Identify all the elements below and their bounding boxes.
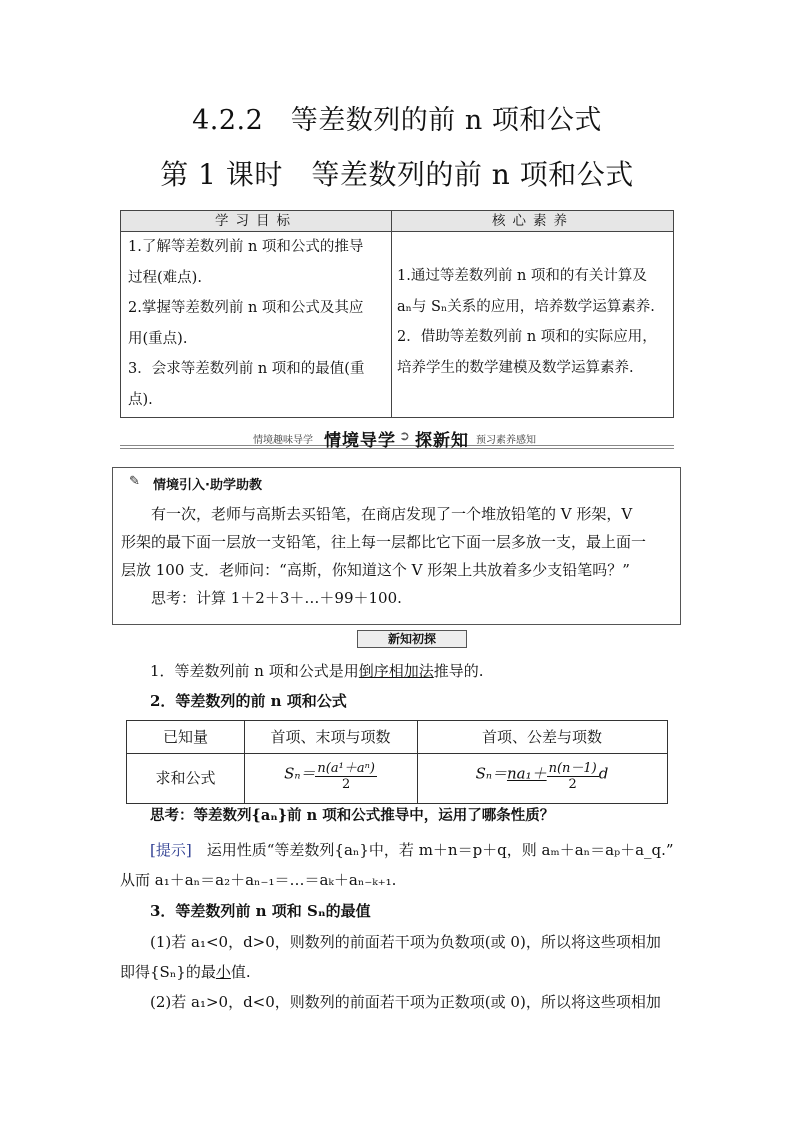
case-2-line-1: (2)若 a₁>0，d<0，则数列的前面若干项为正数项(或 0)，所以将这些项相加 — [150, 993, 661, 1011]
item-1-suffix: 推导的. — [433, 662, 484, 680]
banner-left-caption: 情境趣味导学 — [253, 435, 313, 446]
case-1-line-1: (1)若 a₁<0，d>0，则数列的前面若干项为负数项(或 0)，所以将这些项相加 — [150, 933, 661, 951]
thinking-question: 思考：等差数列{aₙ}前 n 项和公式推导中，运用了哪条性质？ — [150, 807, 555, 824]
goal-line: 1.了解等差数列前 n 项和公式的推导 — [128, 239, 364, 255]
literacy-line: 培养学生的数学建模及数学运算素养. — [397, 359, 634, 376]
item-2: 2．等差数列的前 n 项和公式 — [150, 692, 347, 710]
row-label-sum-formula: 求和公式 — [155, 769, 216, 787]
goal-line: 过程(难点). — [128, 269, 202, 286]
table-divider — [391, 211, 392, 417]
literacy-line: aₙ与 Sₙ关系的应用，培养数学运算素养. — [397, 298, 655, 315]
goal-line: 2.掌握等差数列前 n 项和公式及其应 — [128, 300, 364, 316]
sum-formula-1 — [244, 757, 417, 792]
fraction-numerator: n(a¹＋aⁿ) — [315, 757, 377, 777]
chevron-right-icon: ➲ — [399, 429, 410, 444]
case-1-suffix: 值. — [230, 963, 251, 981]
header-learning-goals: 学习目标 — [215, 213, 297, 229]
case-1-line-2 — [120, 962, 251, 982]
core-literacy-list — [397, 261, 671, 383]
intro-line: 有一次，老师与高斯去买铅笔，在商店发现了一个堆放铅笔的 V 形架，V — [151, 505, 633, 523]
intro-paragraph — [121, 500, 672, 612]
banner-rule — [120, 448, 674, 449]
learning-goals-list — [128, 232, 390, 415]
header-known: 已知量 — [162, 728, 208, 746]
header-first-last-count: 首项、末项与项数 — [270, 728, 391, 746]
case-1-prefix: 即得{Sₙ}的最 — [120, 963, 216, 981]
goals-table — [120, 210, 674, 418]
table-row-divider — [127, 753, 667, 754]
sum-formula-2 — [417, 757, 667, 792]
intro-line: 层放 100 支．老师问：“高斯，你知道这个 V 形架上共放着多少支铅笔吗？” — [121, 561, 630, 579]
intro-label: 情境引入·助学助教 — [153, 478, 262, 493]
section-banner — [120, 426, 674, 450]
intro-box — [112, 467, 681, 625]
item-1-prefix: 1．等差数列前 n 项和公式是用 — [150, 662, 359, 680]
hint-line-2: 从而 a₁＋aₙ＝a₂＋aₙ₋₁＝…＝aₖ＋aₙ₋ₖ₊₁. — [120, 871, 397, 889]
goal-line: 3．会求等差数列前 n 项和的最值(重 — [128, 361, 365, 377]
formula-lhs: Sₙ＝ — [475, 764, 507, 783]
case-1-answer: 小 — [215, 963, 231, 981]
banner-right-caption: 预习素养感知 — [476, 435, 536, 446]
fraction-denominator: 2 — [342, 777, 351, 792]
hint-tag: [提示] — [150, 841, 192, 859]
formula-lhs: Sₙ＝ — [284, 764, 316, 783]
intro-line: 形架的最下面一层放一支铅笔，往上每一层都比它下面一层多放一支，最上面一 — [121, 533, 647, 551]
literacy-line: 1.通过等差数列前 n 项和的有关计算及 — [397, 268, 647, 284]
formula-term: na₁＋ — [506, 764, 547, 783]
section-tag: 新知初探 — [357, 630, 467, 648]
fraction-denominator: 2 — [568, 777, 577, 792]
intro-thinking: 思考：计算 1＋2＋3＋…＋99＋100. — [151, 589, 402, 607]
formula-tail: d — [598, 764, 609, 783]
fraction — [547, 757, 599, 792]
banner-title-right: 探新知 — [415, 431, 469, 451]
header-first-diff-count: 首项、公差与项数 — [481, 728, 602, 746]
goal-line: 点). — [128, 391, 153, 408]
header-core-literacy: 核心素养 — [492, 213, 574, 229]
item-3: 3．等差数列前 n 项和 Sₙ的最值 — [150, 902, 371, 920]
goal-line: 用(重点). — [128, 330, 188, 347]
fraction — [315, 757, 377, 792]
formula-table — [126, 720, 668, 804]
banner-title-left: 情境导学 — [324, 431, 396, 451]
item-1 — [150, 661, 484, 681]
hint-text: 运用性质“等差数列{aₙ}中，若 m＋n＝p＋q，则 aₘ＋aₙ＝aₚ＋a_q.” — [206, 841, 674, 859]
section-title: 4.2.2 等差数列的前 n 项和公式 — [192, 105, 602, 136]
pencil-icon: ✎ — [129, 474, 140, 489]
lesson-title: 第 1 课时 等差数列的前 n 项和公式 — [160, 158, 634, 191]
fraction-numerator: n(n－1) — [547, 757, 599, 777]
literacy-line: 2．借助等差数列前 n 项和的实际应用， — [397, 329, 657, 345]
hint-line-1 — [150, 840, 674, 860]
banner-rule — [120, 445, 674, 446]
item-1-answer: 倒序相加法 — [358, 662, 434, 680]
